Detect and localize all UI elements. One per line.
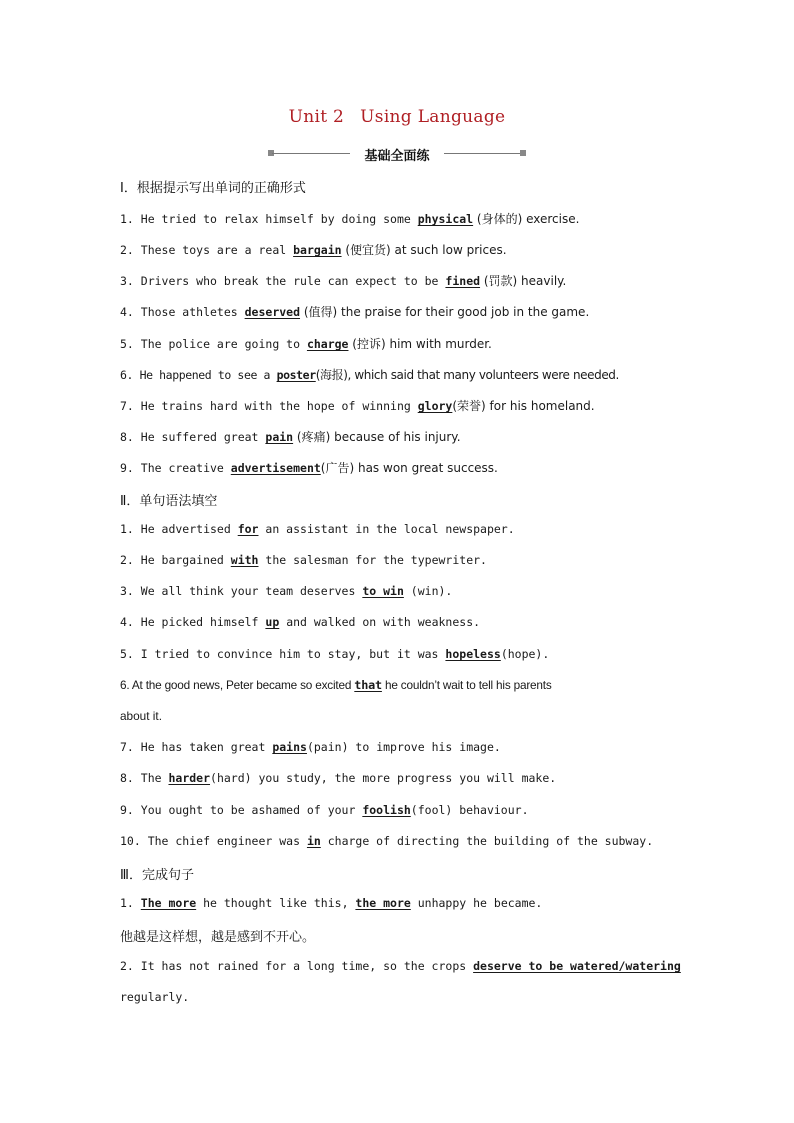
answer: in — [306, 834, 321, 848]
unit-subtitle: Using Language — [360, 107, 506, 127]
answer: glory — [417, 399, 453, 413]
answer: charge — [306, 337, 349, 351]
exercise-item: 2. It has not rained for a long time, so the crops deserve to be watered/watering — [120, 959, 681, 973]
unit-title — [0, 107, 794, 127]
exercise-item: 1. The more he thought like this, the more unhappy he became. — [120, 896, 543, 910]
section-3-heading: Ⅲ．完成句子 — [120, 868, 194, 883]
answer: up — [265, 615, 280, 629]
exercise-item: 5. I tried to convince him to stay, but it was hopeless(hope). — [120, 647, 550, 661]
answer: deserved — [244, 305, 301, 319]
section-banner — [268, 145, 526, 163]
section-2-heading: Ⅱ．单句语法填空 — [120, 494, 218, 509]
answer: poster — [276, 368, 316, 382]
exercise-item: 9. The creative advertisement(广告) has won great success. — [120, 461, 498, 475]
answer: with — [230, 553, 259, 567]
exercise-item: 6. He happened to see a poster(海报), which said that many volunteers were needed. — [120, 368, 619, 382]
answer: foolish — [362, 803, 411, 817]
unit-number: Unit 2 — [288, 107, 345, 127]
section-1-heading: Ⅰ．根据提示写出单词的正确形式 — [120, 181, 306, 196]
answer: physical — [417, 212, 474, 226]
exercise-item: 10. The chief engineer was in charge of directing the building of the subway. — [120, 834, 654, 848]
exercise-item: 1. He advertised for an assistant in the local newspaper. — [120, 522, 515, 536]
exercise-item: 9. You ought to be ashamed of your foolish(fool) behaviour. — [120, 803, 529, 817]
exercise-item: 2. He bargained with the salesman for the typewriter. — [120, 553, 487, 567]
exercise-item: 8. He suffered great pain (疼痛) because of his injury. — [120, 430, 461, 444]
answer: for — [237, 522, 259, 536]
answer: hopeless — [445, 647, 501, 661]
exercise-item: 4. Those athletes deserved (值得) the praise for their good job in the game. — [120, 305, 590, 319]
exercise-item: 3. Drivers who break the rule can expect to be fined (罚款) heavily. — [120, 274, 567, 288]
exercise-item: 5. The police are going to charge (控诉) him with murder. — [120, 337, 492, 351]
answer: harder — [168, 771, 211, 785]
exercise-item: 6. At the good news, Peter became so excited that he couldn’t wait to tell his parents — [120, 678, 552, 692]
exercise-item: 2. These toys are a real bargain (便宜货) at such low prices. — [120, 243, 507, 257]
answer: the more — [355, 896, 411, 910]
answer: to win — [362, 584, 404, 598]
banner-left-rule — [272, 153, 350, 154]
chinese-translation: 他越是这样想，越是感到不开心。 — [120, 930, 316, 945]
answer: that — [354, 678, 382, 692]
banner-right-square — [520, 150, 526, 156]
answer: The more — [140, 896, 197, 910]
exercise-item: 1. He tried to relax himself by doing some physical (身体的) exercise. — [120, 212, 580, 226]
exercise-item-continuation: about it. — [120, 709, 162, 723]
answer: advertisement — [230, 461, 321, 475]
exercise-item: 3. We all think your team deserves to win (win). — [120, 584, 453, 598]
exercise-item: 8. The harder(hard) you study, the more progress you will make. — [120, 771, 557, 785]
answer: bargain — [293, 243, 342, 257]
exercise-item: 7. He has taken great pains(pain) to improve his image. — [120, 740, 501, 754]
answer: deserve to be watered/watering — [473, 959, 681, 973]
exercise-item: 7. He trains hard with the hope of winning glory(荣誉) for his homeland. — [120, 399, 595, 413]
exercise-item-continuation: regularly. — [120, 990, 190, 1004]
banner-label: 基础全面练 — [364, 149, 430, 164]
answer: fined — [445, 274, 481, 288]
banner-right-rule — [444, 153, 522, 154]
answer: pain — [265, 430, 294, 444]
exercise-item: 4. He picked himself up and walked on with weakness. — [120, 615, 481, 629]
answer: pains — [272, 740, 307, 754]
